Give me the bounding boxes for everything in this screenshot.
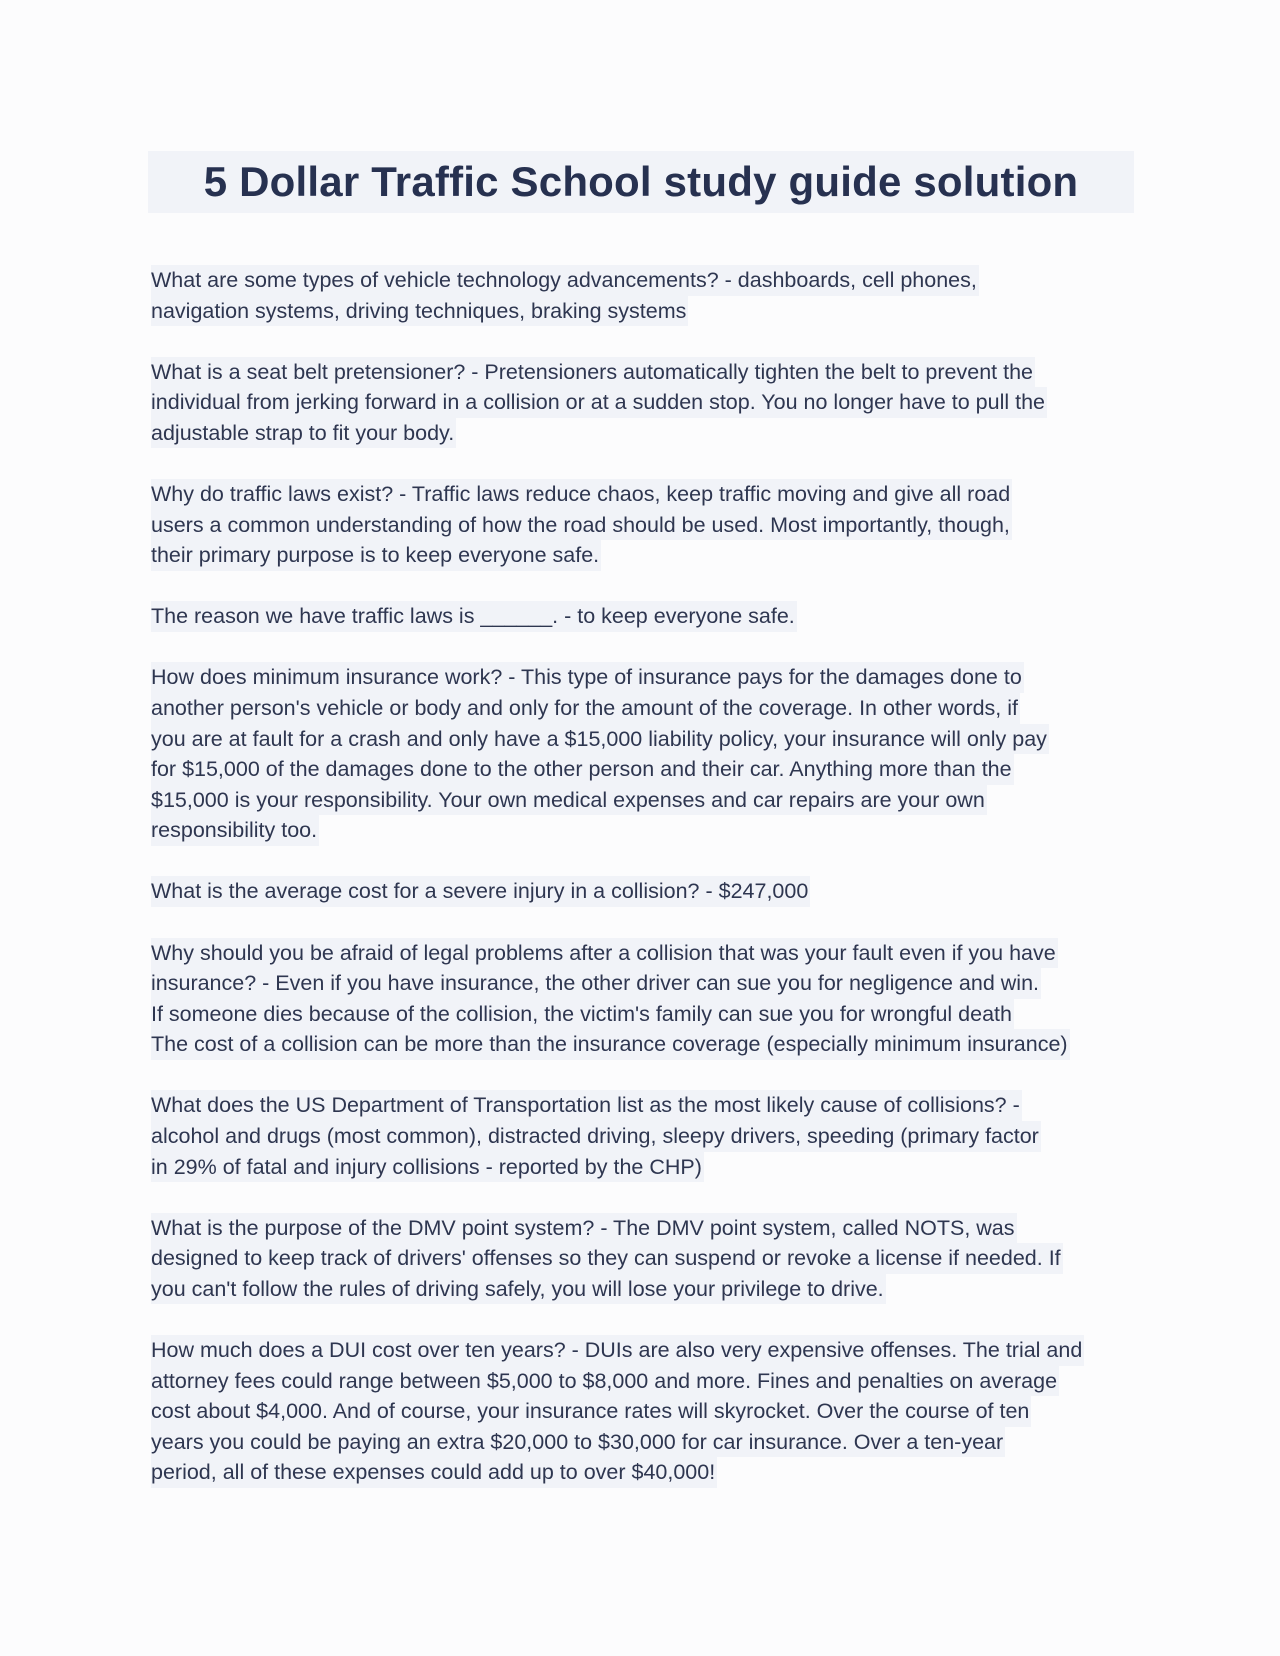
- qa-text-line: adjustable strap to fit your body.: [151, 418, 456, 449]
- qa-text-line: years you could be paying an extra $20,000 to $30,000 for car insurance. Over a ten-year: [151, 1427, 1005, 1458]
- qa-text-line: $15,000 is your responsibility. Your own medical expenses and car repairs are your own: [151, 785, 987, 816]
- qa-text-line: you can't follow the rules of driving safely, you will lose your privilege to drive.: [151, 1274, 886, 1305]
- qa-item: [151, 265, 1141, 326]
- qa-text-line: What is the average cost for a severe injury in a collision? - $247,000: [151, 876, 810, 907]
- qa-text-line: What is a seat belt pretensioner? - Pretensioners automatically tighten the belt to prevent the: [151, 357, 1035, 388]
- qa-text-line: Why do traffic laws exist? - Traffic laws reduce chaos, keep traffic moving and give all road: [151, 479, 1012, 510]
- qa-list: [151, 265, 1141, 1518]
- qa-text-line: you are at fault for a crash and only have a $15,000 liability policy, your insurance will only pay: [151, 724, 1049, 755]
- qa-item: [151, 601, 1141, 632]
- qa-item: [151, 1335, 1141, 1488]
- qa-text-line: users a common understanding of how the road should be used. Most importantly, though,: [151, 510, 1012, 541]
- qa-text-line: their primary purpose is to keep everyone safe.: [151, 540, 601, 571]
- title-band: [148, 151, 1134, 213]
- qa-item: [151, 662, 1141, 846]
- qa-text-line: How much does a DUI cost over ten years? - DUIs are also very expensive offenses. The trial and: [151, 1335, 1084, 1366]
- qa-text-line: another person's vehicle or body and only for the amount of the coverage. In other words, if: [151, 693, 1020, 724]
- qa-text-line: Why should you be afraid of legal problems after a collision that was your fault even if you have: [151, 938, 1058, 969]
- qa-item: [151, 479, 1141, 571]
- qa-text-line: in 29% of fatal and injury collisions - reported by the CHP): [151, 1152, 704, 1183]
- qa-text-line: If someone dies because of the collision, the victim's family can sue you for wrongful death: [151, 999, 1014, 1030]
- qa-text-line: navigation systems, driving techniques, braking systems: [151, 296, 688, 327]
- qa-item: [151, 938, 1141, 1060]
- qa-item: [151, 876, 1141, 907]
- qa-text-line: period, all of these expenses could add up to over $40,000!: [151, 1457, 717, 1488]
- qa-text-line: The reason we have traffic laws is ______. - to keep everyone safe.: [151, 601, 797, 632]
- qa-text-line: What is the purpose of the DMV point system? - The DMV point system, called NOTS, was: [151, 1213, 1017, 1244]
- qa-item: [151, 357, 1141, 449]
- qa-text-line: alcohol and drugs (most common), distracted driving, sleepy drivers, speeding (primary factor: [151, 1121, 1041, 1152]
- qa-text-line: insurance? - Even if you have insurance, the other driver can sue you for negligence and win.: [151, 968, 1041, 999]
- qa-text-line: What does the US Department of Transportation list as the most likely cause of collisions? -: [151, 1090, 1022, 1121]
- qa-text-line: individual from jerking forward in a collision or at a sudden stop. You no longer have to pull the: [151, 387, 1047, 418]
- qa-text-line: responsibility too.: [151, 815, 319, 846]
- qa-text-line: attorney fees could range between $5,000 to $8,000 and more. Fines and penalties on average: [151, 1366, 1059, 1397]
- qa-text-line: for $15,000 of the damages done to the other person and their car. Anything more than the: [151, 754, 1014, 785]
- qa-text-line: The cost of a collision can be more than the insurance coverage (especially minimum insurance): [151, 1029, 1070, 1060]
- qa-item: [151, 1090, 1141, 1182]
- qa-item: [151, 1213, 1141, 1305]
- document-title: 5 Dollar Traffic School study guide solution: [203, 158, 1079, 205]
- qa-text-line: designed to keep track of drivers' offenses so they can suspend or revoke a license if needed. If: [151, 1243, 1063, 1274]
- qa-text-line: What are some types of vehicle technology advancements? - dashboards, cell phones,: [151, 265, 979, 296]
- qa-text-line: cost about $4,000. And of course, your insurance rates will skyrocket. Over the course of ten: [151, 1396, 1031, 1427]
- qa-text-line: How does minimum insurance work? - This type of insurance pays for the damages done to: [151, 662, 1024, 693]
